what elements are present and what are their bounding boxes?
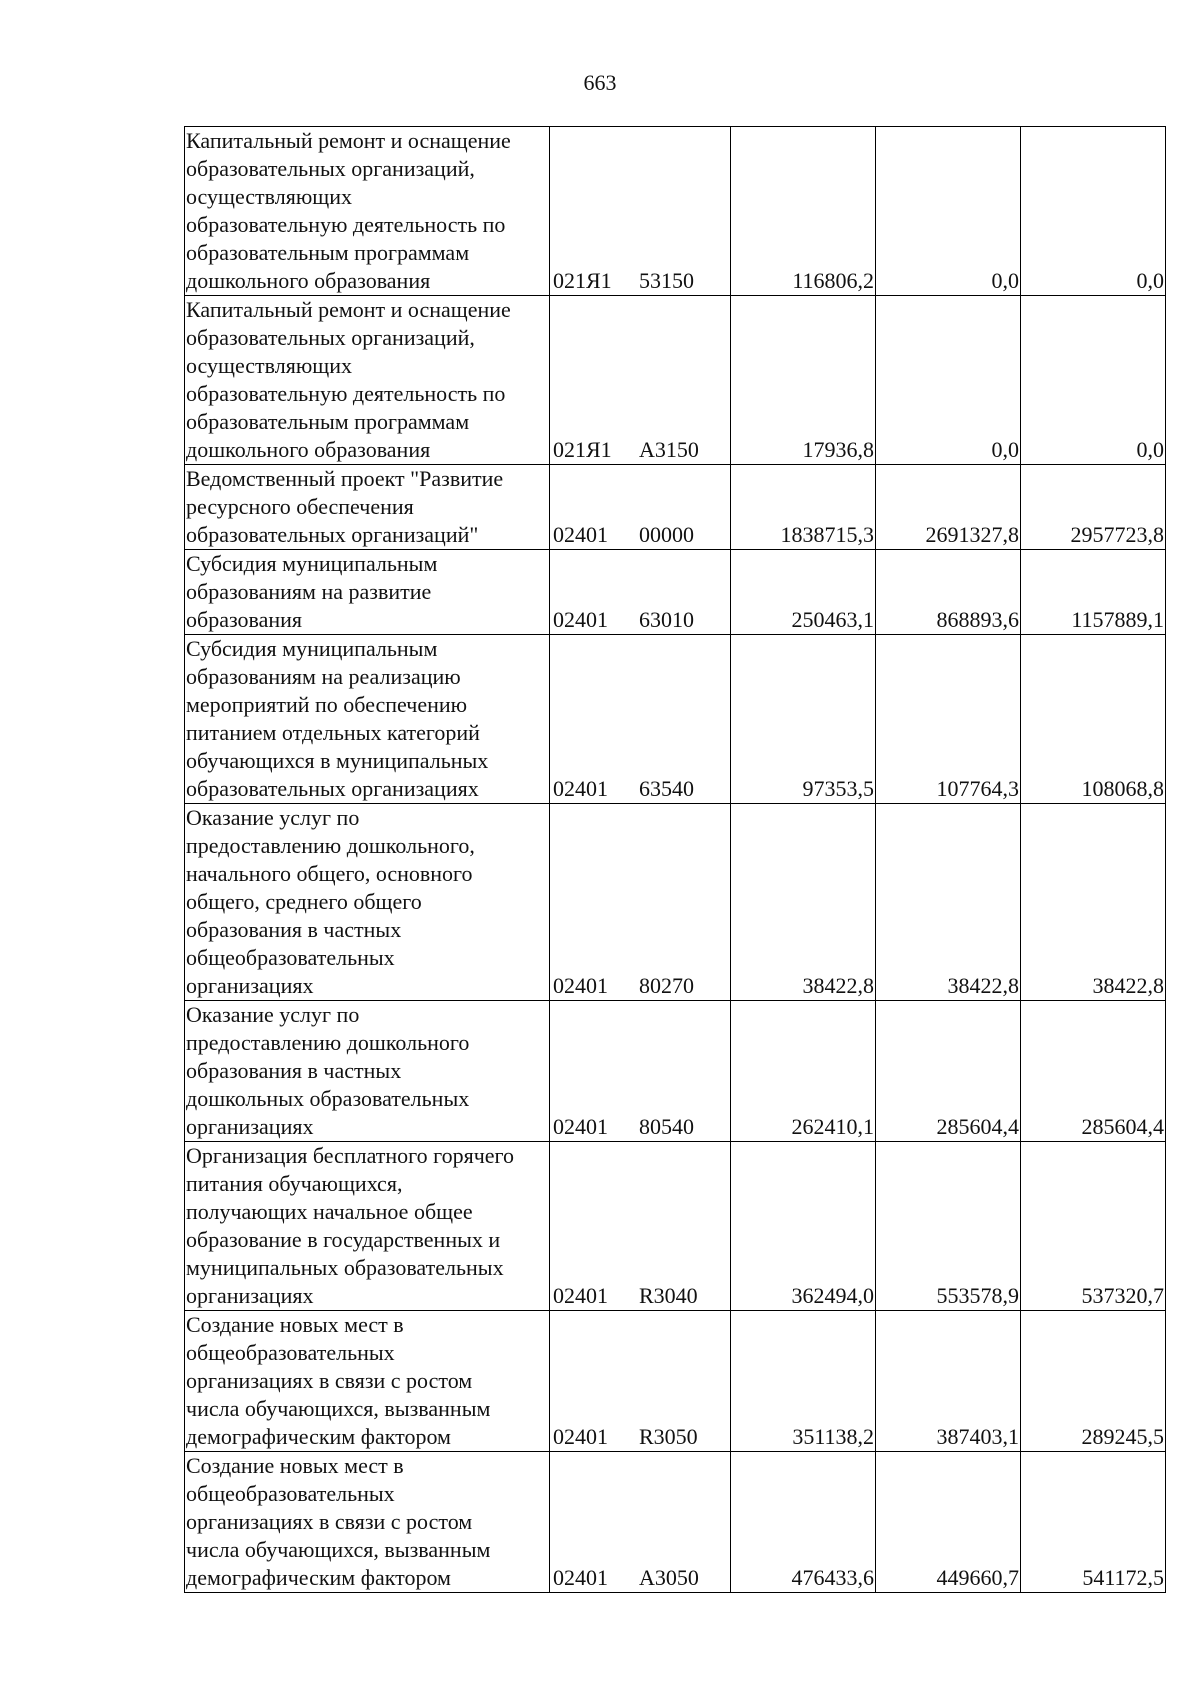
amount-y2: 2691327,8	[876, 465, 1021, 550]
direction-code: А3050	[639, 1565, 699, 1590]
row-description: Организация бесплатного горячего питания обучающихся, получающих начальное общее образование в государственных и муниципальных образовательных организациях	[185, 1142, 550, 1311]
row-description: Капитальный ремонт и оснащение образовательных организаций, осуществляющих образовательную деятельность по образовательным программам дошкольного образования	[185, 127, 550, 296]
table-row	[185, 635, 1166, 804]
row-description: Субсидия муниципальным образованиям на реализацию мероприятий по обеспечению питанием отдельных категорий обучающихся в муниципальных образовательных организациях	[185, 635, 550, 804]
amount-y3: 0,0	[1021, 296, 1166, 465]
amount-y1: 97353,5	[731, 635, 876, 804]
amount-y2: 0,0	[876, 296, 1021, 465]
codes-wrapper	[551, 1113, 729, 1141]
amount-y2: 285604,4	[876, 1001, 1021, 1142]
table-row	[185, 296, 1166, 465]
direction-code: 63010	[639, 607, 694, 632]
row-codes-cell	[550, 1142, 731, 1311]
program-code: 02401	[553, 1114, 608, 1139]
table-row	[185, 1452, 1166, 1593]
program-code: 021Я1	[553, 268, 612, 293]
row-codes-cell	[550, 550, 731, 635]
table-row	[185, 1142, 1166, 1311]
amount-y2: 553578,9	[876, 1142, 1021, 1311]
amount-y3: 537320,7	[1021, 1142, 1166, 1311]
amount-y1: 476433,6	[731, 1452, 876, 1593]
amount-y1: 38422,8	[731, 804, 876, 1001]
direction-code: А3150	[639, 437, 699, 462]
direction-code: 80540	[639, 1114, 694, 1139]
direction-code: 00000	[639, 522, 694, 547]
codes-wrapper	[551, 267, 729, 295]
amount-y1: 116806,2	[731, 127, 876, 296]
row-description: Оказание услуг по предоставлению дошкольного, начального общего, основного общего, среднего общего образования в частных общеобразовательных организациях	[185, 804, 550, 1001]
row-codes-cell	[550, 465, 731, 550]
codes-wrapper	[551, 606, 729, 634]
amount-y2: 449660,7	[876, 1452, 1021, 1593]
row-description: Создание новых мест в общеобразовательных организациях в связи с ростом числа обучающихся, вызванным демографическим фактором	[185, 1311, 550, 1452]
page-number: 663	[583, 70, 617, 95]
amount-y3: 108068,8	[1021, 635, 1166, 804]
direction-code: 63540	[639, 776, 694, 801]
codes-wrapper	[551, 436, 729, 464]
amount-y1: 250463,1	[731, 550, 876, 635]
codes-wrapper	[551, 521, 729, 549]
program-code: 02401	[553, 973, 608, 998]
program-code: 02401	[553, 607, 608, 632]
program-code: 02401	[553, 776, 608, 801]
program-code: 02401	[553, 522, 608, 547]
amount-y3: 285604,4	[1021, 1001, 1166, 1142]
codes-wrapper	[551, 1282, 729, 1310]
row-description: Ведомственный проект "Развитие ресурсного обеспечения образовательных организаций"	[185, 465, 550, 550]
row-description: Капитальный ремонт и оснащение образовательных организаций, осуществляющих образовательную деятельность по образовательным программам дошкольного образования	[185, 296, 550, 465]
amount-y3: 1157889,1	[1021, 550, 1166, 635]
row-description: Создание новых мест в общеобразовательных организациях в связи с ростом числа обучающихся, вызванным демографическим фактором	[185, 1452, 550, 1593]
program-code: 021Я1	[553, 437, 612, 462]
row-codes-cell	[550, 1311, 731, 1452]
amount-y2: 107764,3	[876, 635, 1021, 804]
amount-y1: 262410,1	[731, 1001, 876, 1142]
amount-y1: 362494,0	[731, 1142, 876, 1311]
row-codes-cell	[550, 635, 731, 804]
row-description: Оказание услуг по предоставлению дошкольного образования в частных дошкольных образовательных организациях	[185, 1001, 550, 1142]
direction-code: 80270	[639, 973, 694, 998]
amount-y2: 38422,8	[876, 804, 1021, 1001]
amount-y1: 17936,8	[731, 296, 876, 465]
table-row	[185, 465, 1166, 550]
direction-code: R3040	[639, 1283, 698, 1308]
row-codes-cell	[550, 1452, 731, 1593]
direction-code: 53150	[639, 268, 694, 293]
amount-y1: 1838715,3	[731, 465, 876, 550]
program-code: 02401	[553, 1565, 608, 1590]
direction-code: R3050	[639, 1424, 698, 1449]
amount-y2: 868893,6	[876, 550, 1021, 635]
amount-y1: 351138,2	[731, 1311, 876, 1452]
row-codes-cell	[550, 127, 731, 296]
amount-y3: 289245,5	[1021, 1311, 1166, 1452]
codes-wrapper	[551, 1423, 729, 1451]
amount-y3: 541172,5	[1021, 1452, 1166, 1593]
amount-y2: 0,0	[876, 127, 1021, 296]
row-codes-cell	[550, 804, 731, 1001]
amount-y3: 0,0	[1021, 127, 1166, 296]
amount-y3: 38422,8	[1021, 804, 1166, 1001]
codes-wrapper	[551, 972, 729, 1000]
budget-table	[184, 126, 1166, 1593]
table-row	[185, 127, 1166, 296]
table-row	[185, 1001, 1166, 1142]
amount-y2: 387403,1	[876, 1311, 1021, 1452]
program-code: 02401	[553, 1283, 608, 1308]
codes-wrapper	[551, 1564, 729, 1592]
table-row	[185, 804, 1166, 1001]
budget-table-body	[185, 127, 1166, 1593]
table-row	[185, 550, 1166, 635]
row-codes-cell	[550, 296, 731, 465]
amount-y3: 2957723,8	[1021, 465, 1166, 550]
table-row	[185, 1311, 1166, 1452]
codes-wrapper	[551, 775, 729, 803]
program-code: 02401	[553, 1424, 608, 1449]
row-description: Субсидия муниципальным образованиям на развитие образования	[185, 550, 550, 635]
row-codes-cell	[550, 1001, 731, 1142]
